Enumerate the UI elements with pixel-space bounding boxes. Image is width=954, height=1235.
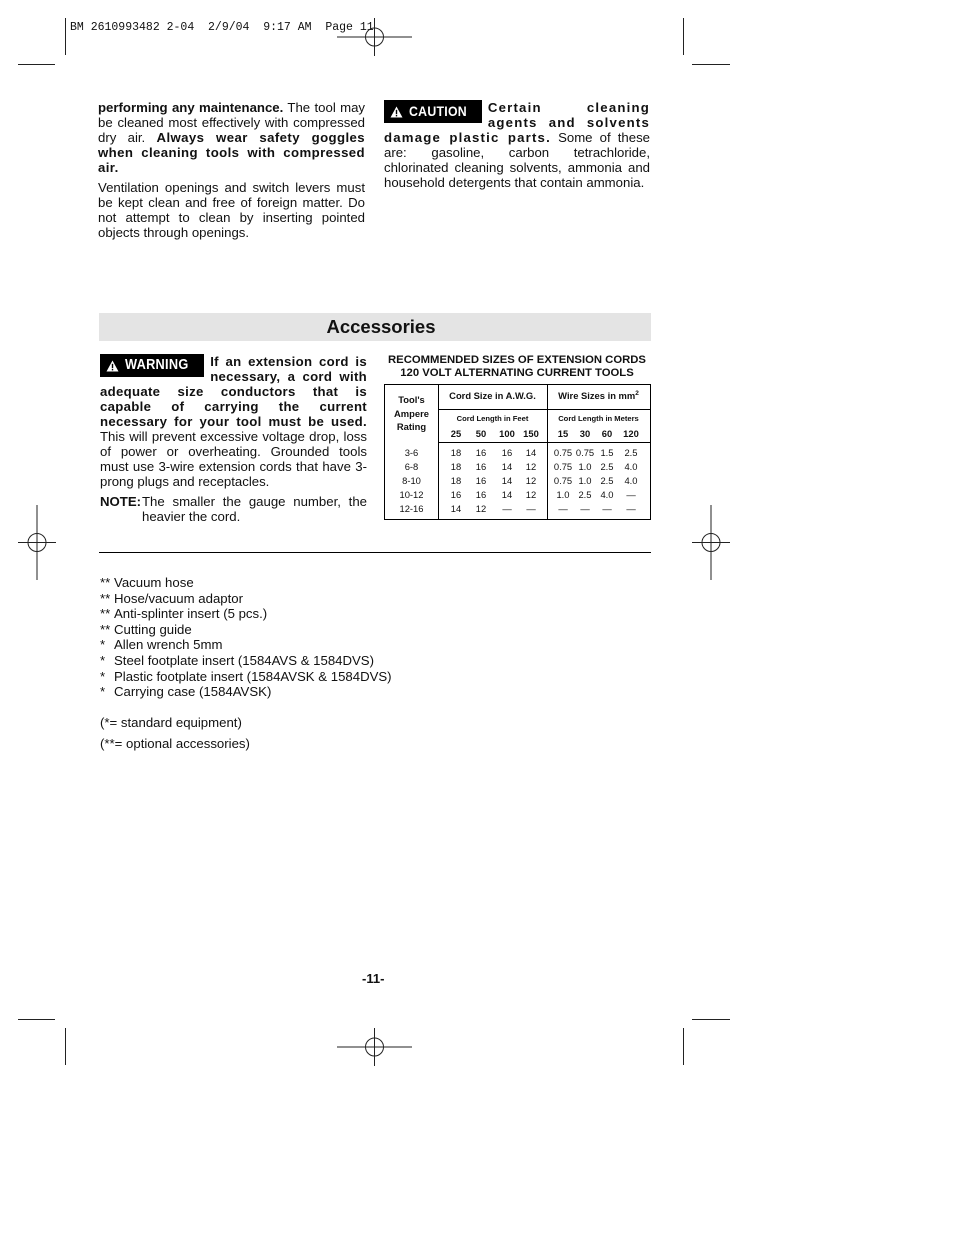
list-item-text: Plastic footplate insert (1584AVSK & 1584DVS)	[114, 668, 392, 684]
awg-cell: 16	[450, 489, 462, 500]
rating-cell: 3-6	[404, 447, 419, 458]
table-caption: RECOMMENDED SIZES OF EXTENSION CORDS 120 VOLT ALTERNATING CURRENT TOOLS	[388, 354, 646, 379]
awg-cell: 16	[475, 447, 487, 458]
list-item-text: Allen wrench 5mm	[114, 637, 223, 653]
list-item	[100, 669, 500, 685]
mm-cell: 1.0	[578, 461, 592, 472]
mm-cell: 0.75	[553, 461, 573, 472]
note	[100, 495, 367, 524]
legend-standard: (*= standard equipment)	[100, 715, 242, 730]
extension-cord-table	[384, 384, 651, 520]
registration-mark-right	[692, 505, 730, 580]
mm-cell: 1.5	[600, 447, 614, 458]
rating-cell: 6-8	[404, 461, 419, 472]
mm-cell: 2.5	[578, 489, 592, 500]
mm-cell: 4.0	[600, 489, 614, 500]
mm-cell: 2.5	[600, 461, 614, 472]
mm-cell: —	[558, 503, 568, 514]
mm-cell: 2.5	[600, 475, 614, 486]
list-item-prefix: *	[100, 637, 106, 653]
list-item-prefix: *	[100, 668, 106, 684]
list-item	[100, 637, 500, 653]
note-label: NOTE:	[100, 494, 142, 509]
mm-cell: 0.75	[575, 447, 595, 458]
list-item-text: Steel footplate insert (1584AVS & 1584DVS)	[114, 652, 374, 668]
registration-mark-top	[337, 18, 412, 56]
list-item	[100, 575, 500, 591]
list-item	[100, 606, 500, 622]
list-item-prefix: **	[100, 590, 111, 606]
awg-cell: 16	[501, 447, 513, 458]
section-title: Accessories	[326, 316, 436, 337]
list-item	[100, 591, 500, 607]
note-text: The smaller the gauge number, the heavier the cord.	[142, 494, 367, 524]
awg-cell: —	[526, 503, 536, 514]
registration-mark-left	[18, 505, 56, 580]
list-item-text: Anti-splinter insert (5 pcs.)	[114, 606, 268, 622]
meters-subheader: Cord Length in Meters	[558, 414, 639, 423]
mm-cell: —	[580, 503, 590, 514]
list-item-text: Cutting guide	[114, 621, 192, 637]
awg-cell: 14	[525, 447, 537, 458]
warning-triangle-icon	[390, 106, 403, 118]
awg-cell: 12	[525, 461, 537, 472]
list-item	[100, 653, 500, 669]
awg-cell: 16	[475, 461, 487, 472]
rating-header: Tool's Ampere Rating	[394, 394, 429, 432]
awg-cell: 18	[450, 447, 462, 458]
meter-header-cell: 15	[557, 428, 569, 439]
mm-cell: 1.0	[556, 489, 570, 500]
print-slug: BM 2610993482 2-04 2/9/04 9:17 AM Page 11	[70, 21, 374, 34]
awg-cell: 18	[450, 461, 462, 472]
warning-paragraph: WARNING If an extension cord is necessary, a cord with adequate size conductors that is capable of carrying the current necessary for your tool must be used. This will prevent excessive voltage drop, loss of power or overheating. Grounded tools must use 3-wire extension cords that have 3-prong plugs and receptacles.	[100, 354, 367, 489]
feet-header-cell: 25	[450, 428, 462, 439]
list-item	[100, 684, 500, 700]
awg-cell: —	[502, 503, 512, 514]
mm-header: Wire Sizes in $mm^2$	[558, 390, 639, 402]
list-item-prefix: *	[100, 684, 106, 700]
meter-header-cell: 30	[579, 428, 591, 439]
awg-cell: 12	[525, 475, 537, 486]
maintenance-paragraph: performing any maintenance. The tool may be cleaned most effectively with compressed dry air. Always wear safety goggles when cleaning tools with compressed air.	[98, 100, 366, 175]
awg-cell: 12	[525, 489, 537, 500]
mm-cell: 0.75	[553, 447, 573, 458]
mm-cell: —	[626, 489, 636, 500]
rating-cell: 8-10	[402, 475, 421, 486]
feet-header-cell: 150	[523, 428, 539, 439]
list-item-prefix: **	[100, 575, 111, 590]
warning-triangle-icon	[106, 360, 119, 372]
list-item-text: Vacuum hose	[114, 575, 194, 590]
awg-cell: 14	[501, 489, 513, 500]
page-number: -11-	[362, 971, 385, 986]
meter-header-cell: 120	[623, 428, 639, 439]
divider-line	[99, 552, 651, 553]
list-item-text: Hose/vacuum adaptor	[114, 590, 244, 606]
accessories-list	[100, 575, 500, 700]
list-item-prefix: *	[100, 652, 106, 668]
list-item-prefix: **	[100, 621, 111, 637]
awg-header: Cord Size in A.W.G.	[449, 390, 536, 401]
awg-cell: 16	[475, 475, 487, 486]
awg-cell: 14	[450, 503, 462, 514]
mm-cell: —	[626, 503, 636, 514]
awg-cell: 14	[501, 475, 513, 486]
legend-optional: (**= optional accessories)	[100, 736, 250, 751]
caution-block	[384, 100, 650, 190]
awg-cell: 18	[450, 475, 462, 486]
feet-header-cell: 50	[475, 428, 487, 439]
awg-cell: 16	[475, 489, 487, 500]
list-item	[100, 622, 500, 638]
awg-cell: 12	[475, 503, 487, 514]
warning-badge: WARNING	[100, 354, 204, 377]
caution-badge: CAUTION	[384, 100, 482, 123]
mm-cell: 1.0	[578, 475, 592, 486]
caution-paragraph: CAUTION Certain cleaning agents and solvents damage plastic parts. Some of these are: gasoline, carbon tetrachloride, chlorinated cleaning solvents, ammonia and household detergents that contain ammonia.	[384, 100, 650, 190]
mm-cell: 0.75	[553, 475, 573, 486]
rating-cell: 12-16	[399, 503, 424, 514]
awg-cell: 14	[501, 461, 513, 472]
mm-cell: 2.5	[624, 447, 638, 458]
ventilation-paragraph: Ventilation openings and switch levers must be kept clean and free of foreign matter. Do not attempt to clean by inserting pointed objects through openings.	[98, 180, 365, 240]
list-item-text: Carrying case (1584AVSK)	[114, 684, 272, 700]
list-item-prefix: **	[100, 606, 111, 622]
feet-subheader: Cord Length in Feet	[456, 414, 529, 423]
warning-block	[100, 354, 367, 524]
mm-cell: 4.0	[624, 475, 638, 486]
mm-cell: 4.0	[624, 461, 638, 472]
registration-mark-bottom	[337, 1028, 412, 1066]
mm-cell: —	[602, 503, 612, 514]
meter-header-cell: 60	[601, 428, 613, 439]
maintenance-text-column	[98, 100, 365, 240]
rating-cell: 10-12	[399, 489, 424, 500]
feet-header-cell: 100	[499, 428, 515, 439]
